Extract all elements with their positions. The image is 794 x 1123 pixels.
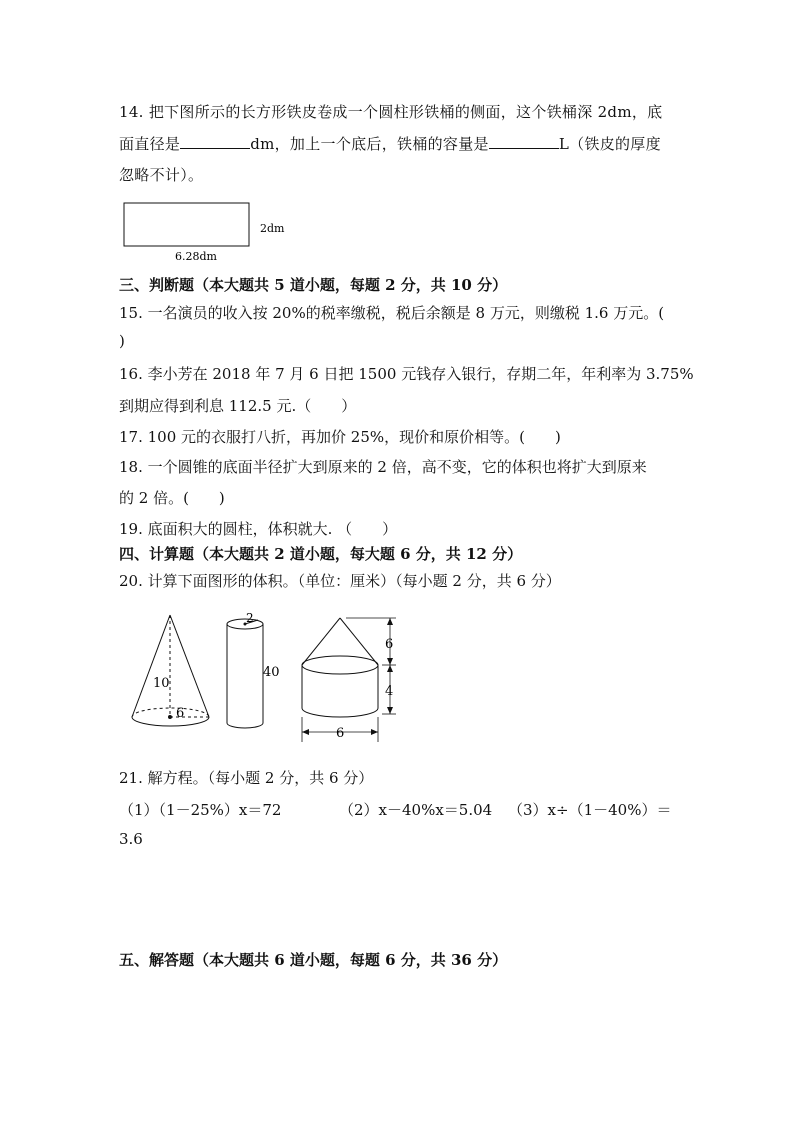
equation-3: （3）x÷（1－40%）＝ <box>508 801 672 819</box>
rectangle-sheet <box>124 203 249 246</box>
sheet-width-label: 6.28dm <box>175 250 217 263</box>
cylinder-radius-label: 2 <box>246 611 254 625</box>
capacity-answer-blank[interactable] <box>489 134 559 149</box>
rectangle-sheet-figure <box>115 196 295 268</box>
q15-line2: ) <box>119 332 125 350</box>
cylinder-height-label: 40 <box>263 665 280 680</box>
q14-line2 <box>119 133 661 154</box>
equation-1: （1）（1－25%）x＝72 <box>119 801 282 819</box>
q18-line1: 18. 一个圆锥的底面半径扩大到原来的 2 倍，高不变，它的体积也将扩大到原来 <box>119 458 647 476</box>
cone-height-label: 10 <box>153 676 170 691</box>
solids-figure <box>120 605 420 750</box>
q21: 21. 解方程。（每小题 2 分，共 6 分） <box>119 769 374 787</box>
section5-heading: 五、解答题（本大题共 6 道小题，每题 6 分，共 36 分） <box>119 951 508 969</box>
sheet-height-label: 2dm <box>260 222 285 235</box>
section3-heading: 三、判断题（本大题共 5 道小题，每题 2 分，共 10 分） <box>119 276 508 294</box>
q17: 17. 100 元的衣服打八折，再加价 25%，现价和原价相等。( ) <box>119 428 561 446</box>
cylinder-solid <box>227 611 280 728</box>
q14-line1: 14. 把下图所示的长方形铁皮卷成一个圆柱形铁桶的侧面，这个铁桶深 2dm，底 <box>119 103 663 121</box>
q14-line3: 忽略不计）。 <box>119 166 204 184</box>
combo-cone-height-label: 6 <box>385 637 394 652</box>
q16-line1: 16. 李小芳在 2018 年 7 月 6 日把 1500 元钱存入银行，存期二年，年利率为 3.75% <box>119 365 694 383</box>
q16-line2: 到期应得到利息 112.5 元.（ ） <box>119 397 357 415</box>
q19: 19. 底面积大的圆柱，体积就大. （ ） <box>119 520 398 538</box>
equation-2: （2）x－40%x＝5.04 <box>339 801 493 819</box>
cone-radius-label: 6 <box>176 706 185 721</box>
q18-line2: 的 2 倍。( ) <box>119 489 225 507</box>
combo-cylinder-height-label: 4 <box>385 684 394 699</box>
combo-diameter-label: 6 <box>336 726 345 741</box>
cone-solid <box>132 615 209 726</box>
section4-heading: 四、计算题（本大题共 2 道小题，每大题 6 分，共 12 分） <box>119 545 523 563</box>
q14-line2-b: dm，加上一个底后，铁桶的容量是 <box>250 135 489 153</box>
equation-3-cont: 3.6 <box>119 830 143 848</box>
q20: 20. 计算下面图形的体积。（单位：厘米）（每小题 2 分，共 6 分） <box>119 572 561 590</box>
diameter-answer-blank[interactable] <box>180 134 250 149</box>
q14-line2-a: 面直径是 <box>119 135 181 153</box>
q15-line1: 15. 一名演员的收入按 20%的税率缴税，税后余额是 8 万元，则缴税 1.6 万元。( <box>119 304 665 322</box>
q14-line2-c: L（铁皮的厚度 <box>558 135 661 153</box>
cone-cylinder-solid <box>302 618 396 742</box>
